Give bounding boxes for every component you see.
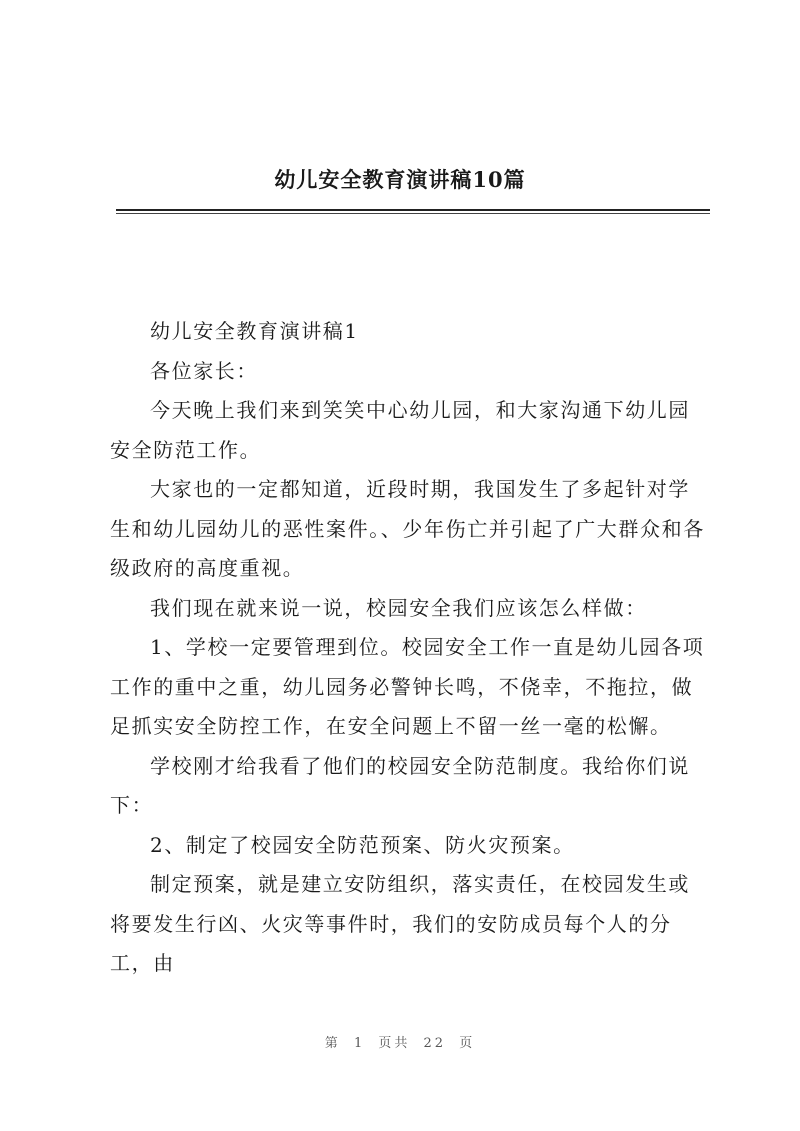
page-number: 1: [353, 1036, 366, 1051]
document-title: 幼儿安全教育演讲稿10篇: [274, 167, 526, 192]
title-divider-thin: [116, 213, 710, 214]
page-mid-label: 页共: [378, 1036, 411, 1051]
document-body: [110, 312, 710, 984]
salutation: 各位家长：: [150, 358, 258, 383]
paragraph: 制定预案，就是建立安防组织，落实责任，在校园发生或将要发生行凶、火灾等事件时，我们的安防成员每个人的分工，由: [110, 872, 690, 975]
paragraph: 我们现在就来说一说，校园安全我们应该怎么样做：: [150, 595, 647, 620]
title-divider: [116, 209, 710, 211]
page-label: 第: [324, 1036, 341, 1051]
paragraph: 今天晚上我们来到笑笑中心幼儿园，和大家沟通下幼儿园安全防范工作。: [110, 398, 690, 462]
paragraph: 大家也的一定都知道，近段时期，我国发生了多起针对学生和幼儿园幼儿的恶性案件。、少年伤亡并引起了广大群众和各级政府的高度重视。: [110, 477, 705, 580]
page-footer: [0, 1032, 800, 1051]
section-heading: 幼儿安全教育演讲稿1: [150, 319, 359, 343]
total-pages: 22: [423, 1036, 447, 1051]
paragraph: 2、制定了校园安全防范预案、防火灾预案。: [150, 832, 575, 857]
page-suffix: 页: [459, 1036, 476, 1051]
paragraph: 1、学校一定要管理到位。校园安全工作一直是幼儿园各项工作的重中之重，幼儿园务必警钟长鸣，不侥幸，不拖拉，做足抓实安全防控工作，在安全问题上不留一丝一毫的松懈。: [110, 635, 705, 738]
paragraph: 学校刚才给我看了他们的校园安全防范制度。我给你们说下：: [110, 753, 690, 817]
